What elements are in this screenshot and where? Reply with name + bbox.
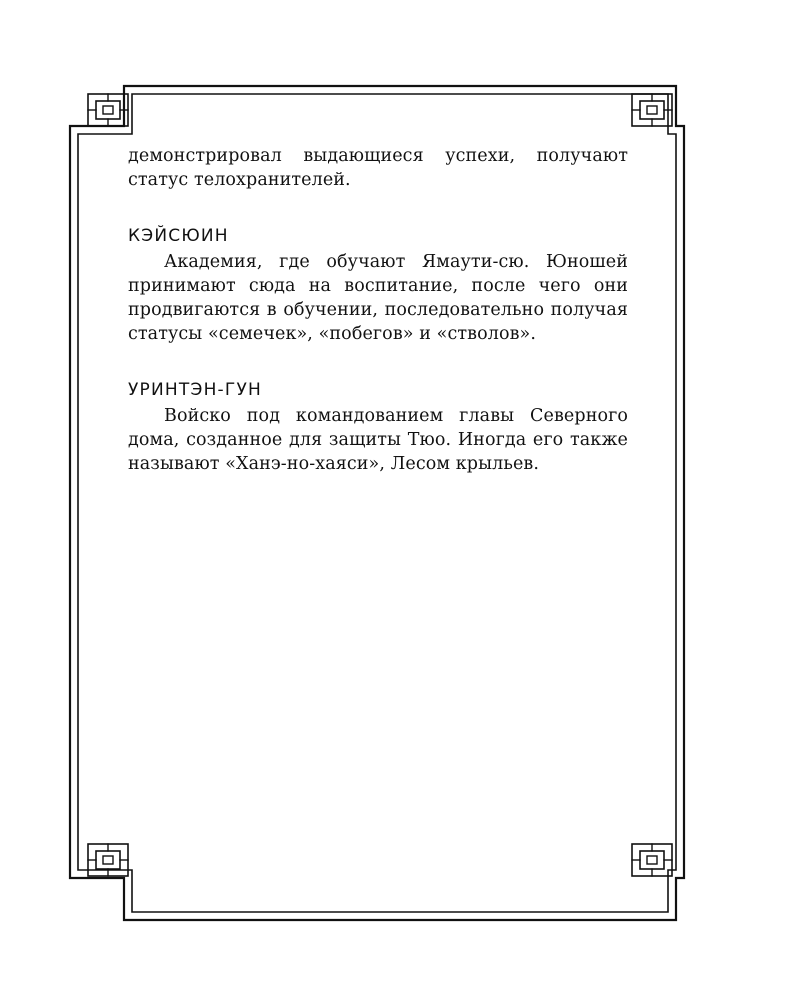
section-body-urinten-gun: Войско под командованием главы Северного дома, созданное для защиты Тюо. Иногда его также называют «Ханэ-но-хаяси», Лесом крыльев. [128,406,628,474]
intro-paragraph: демонстрировал выдающиеся успехи, получают статус телохранителей. [128,146,628,190]
section-body-keysyuin: Академия, где обучают Ямаути-сю. Юношей принимают сюда на воспитание, после чего они продвигаются в обучении, последовательно получая статусы «семечек», «побегов» и «стволов». [128,252,628,344]
page-content [128,144,628,476]
section-heading-keysyuin: КЭЙСЮИН [128,226,229,246]
section-heading-urinten-gun: УРИНТЭН-ГУН [128,380,262,400]
